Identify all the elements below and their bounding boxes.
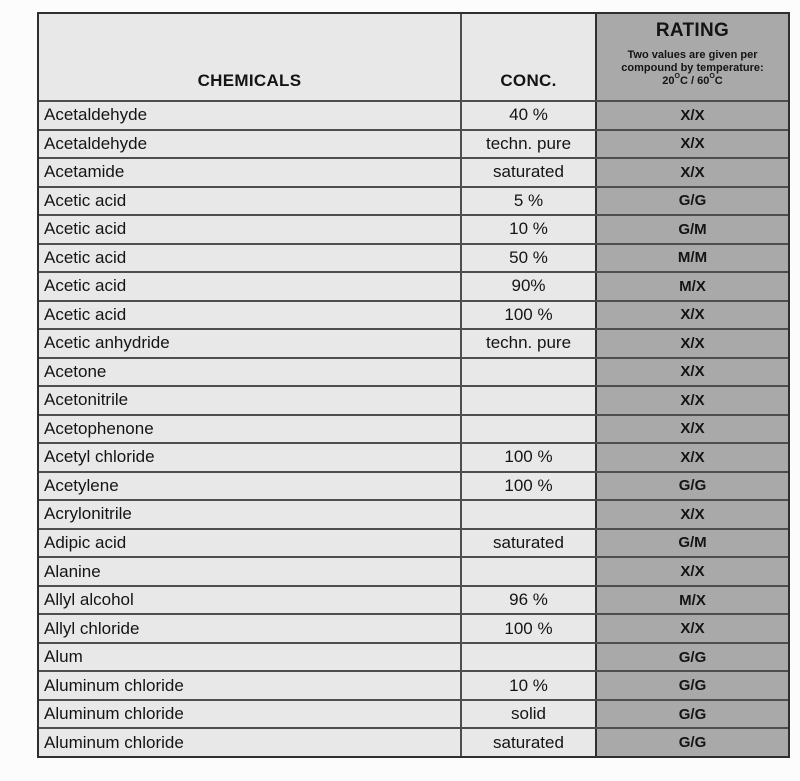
table-row [39, 499, 788, 528]
conc-cell: saturated [460, 729, 595, 756]
rating-cell: M/X [595, 587, 788, 614]
conc-cell: techn. pure [460, 131, 595, 158]
table-row [39, 585, 788, 614]
table-row [39, 699, 788, 728]
rating-cell: M/X [595, 273, 788, 300]
conc-cell: 100 % [460, 444, 595, 471]
conc-cell [460, 416, 595, 443]
conc-cell [460, 644, 595, 671]
chemical-cell: Acetaldehyde [39, 102, 460, 129]
table-row [39, 442, 788, 471]
rating-cell: X/X [595, 615, 788, 642]
conc-cell: 100 % [460, 302, 595, 329]
chemical-cell: Acetic acid [39, 245, 460, 272]
rating-cell: X/X [595, 131, 788, 158]
chemical-cell: Alum [39, 644, 460, 671]
rating-cell: G/G [595, 473, 788, 500]
conc-cell: 5 % [460, 188, 595, 215]
conc-cell [460, 501, 595, 528]
chemical-cell: Aluminum chloride [39, 729, 460, 756]
conc-cell: techn. pure [460, 330, 595, 357]
chemical-cell: Acetyl chloride [39, 444, 460, 471]
rating-cell: G/G [595, 188, 788, 215]
table-row [39, 642, 788, 671]
chemical-cell: Acetonitrile [39, 387, 460, 414]
table-row [39, 271, 788, 300]
table-row [39, 129, 788, 158]
chemical-cell: Acetic acid [39, 273, 460, 300]
chemical-resistance-table [37, 12, 790, 758]
rating-cell: X/X [595, 159, 788, 186]
table-row [39, 727, 788, 756]
rating-cell: X/X [595, 330, 788, 357]
table-row [39, 471, 788, 500]
chemicals-column-header: CHEMICALS [39, 14, 460, 100]
chemical-cell: Alanine [39, 558, 460, 585]
conc-cell: 50 % [460, 245, 595, 272]
chemical-cell: Acrylonitrile [39, 501, 460, 528]
rating-cell: X/X [595, 102, 788, 129]
chemical-cell: Allyl chloride [39, 615, 460, 642]
conc-cell [460, 387, 595, 414]
chemical-cell: Acetophenone [39, 416, 460, 443]
conc-cell: 10 % [460, 672, 595, 699]
chemical-cell: Aluminum chloride [39, 701, 460, 728]
rating-cell: G/G [595, 672, 788, 699]
table-row [39, 357, 788, 386]
chemical-cell: Acetic acid [39, 216, 460, 243]
table-row [39, 670, 788, 699]
chemical-cell: Acetic acid [39, 188, 460, 215]
table-body [39, 100, 788, 756]
conc-cell [460, 359, 595, 386]
rating-cell: X/X [595, 416, 788, 443]
rating-cell: M/M [595, 245, 788, 272]
conc-cell: 100 % [460, 615, 595, 642]
rating-cell: X/X [595, 302, 788, 329]
rating-cell: G/G [595, 701, 788, 728]
table-row [39, 385, 788, 414]
degree-symbol: O [709, 73, 715, 81]
chemical-cell: Acetic anhydride [39, 330, 460, 357]
rating-cell: X/X [595, 444, 788, 471]
chemical-cell: Acetic acid [39, 302, 460, 329]
rating-temperature: $20^OC / 60^OC$ [662, 73, 723, 87]
rating-subtitle [621, 49, 763, 88]
conc-cell: 10 % [460, 216, 595, 243]
table-row [39, 556, 788, 585]
rating-title: RATING [655, 20, 730, 41]
conc-cell: saturated [460, 530, 595, 557]
table-row [39, 243, 788, 272]
rating-cell: X/X [595, 501, 788, 528]
chemical-cell: Acetone [39, 359, 460, 386]
table-row [39, 528, 788, 557]
conc-column-header: CONC. [460, 14, 595, 100]
conc-cell: saturated [460, 159, 595, 186]
degree-symbol: O [674, 73, 680, 81]
table-row [39, 613, 788, 642]
rating-column-header [595, 14, 788, 100]
chemical-cell: Allyl alcohol [39, 587, 460, 614]
rating-cell: G/G [595, 729, 788, 756]
table-row [39, 328, 788, 357]
chemical-cell: Acetamide [39, 159, 460, 186]
rating-subtitle-line1: Two values are given per [627, 49, 758, 61]
rating-cell: X/X [595, 558, 788, 585]
chemical-cell: Adipic acid [39, 530, 460, 557]
conc-cell [460, 558, 595, 585]
table-header-row [39, 14, 788, 100]
table-row [39, 186, 788, 215]
conc-cell: 100 % [460, 473, 595, 500]
rating-subtitle-line2: compound by temperature: [621, 62, 764, 74]
table-row [39, 214, 788, 243]
table-row [39, 300, 788, 329]
rating-cell: G/M [595, 530, 788, 557]
table-row [39, 100, 788, 129]
conc-cell: 90% [460, 273, 595, 300]
rating-cell: G/M [595, 216, 788, 243]
chemical-cell: Aluminum chloride [39, 672, 460, 699]
rating-cell: X/X [595, 387, 788, 414]
table-row [39, 414, 788, 443]
conc-cell: 96 % [460, 587, 595, 614]
chemical-cell: Acetylene [39, 473, 460, 500]
table-row [39, 157, 788, 186]
rating-cell: G/G [595, 644, 788, 671]
rating-cell: X/X [595, 359, 788, 386]
conc-cell: solid [460, 701, 595, 728]
conc-cell: 40 % [460, 102, 595, 129]
chemical-cell: Acetaldehyde [39, 131, 460, 158]
